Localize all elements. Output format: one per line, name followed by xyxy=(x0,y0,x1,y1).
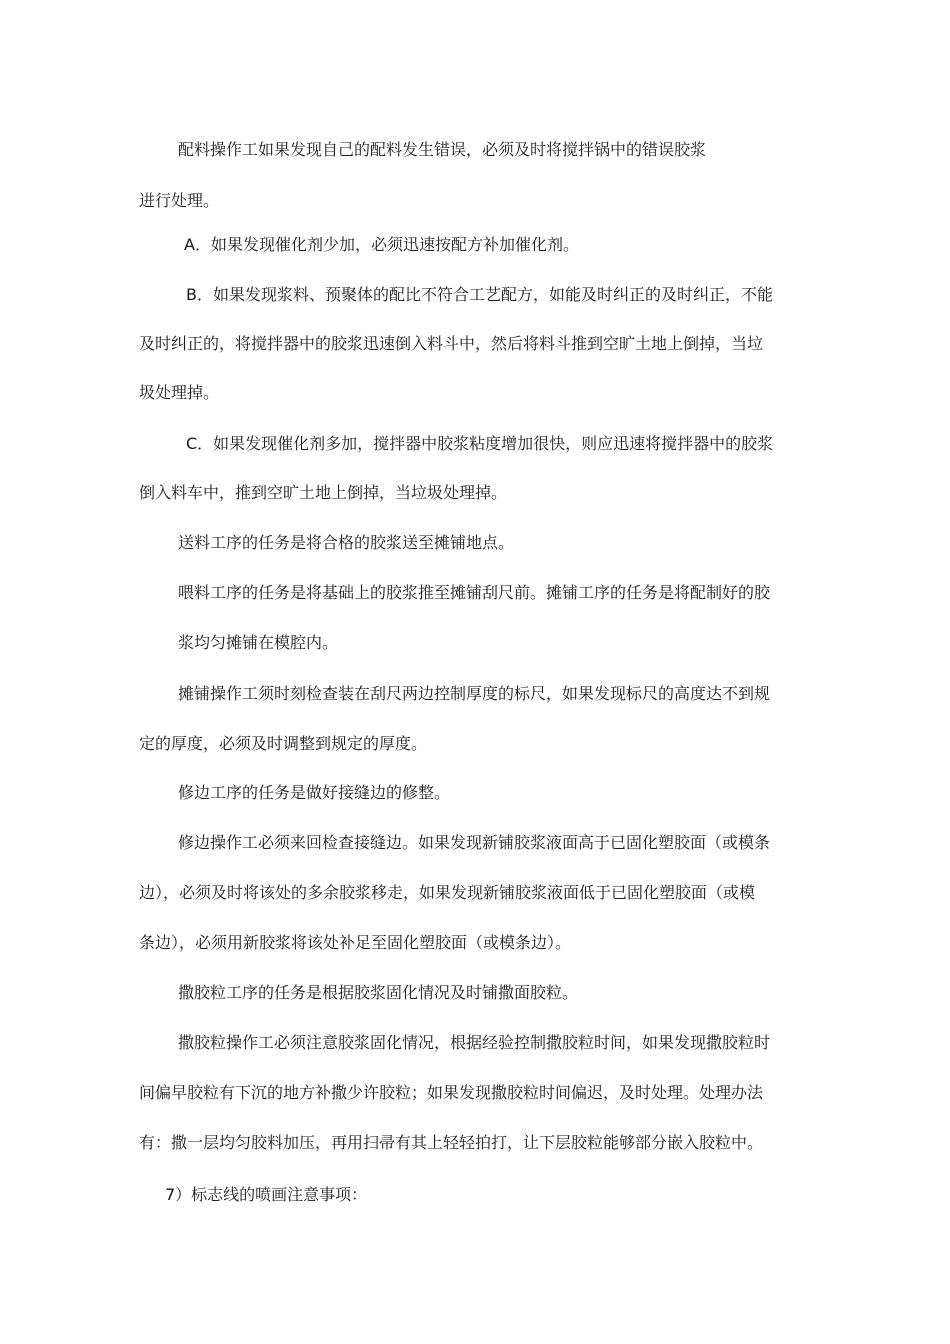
paragraph-trim-op-line-1: 修边操作工必须来回检查接缝边。如果发现新铺胶浆液面高于已固化塑胶面（或模条 xyxy=(178,833,771,852)
section-heading-7: 7）标志线的喷画注意事项： xyxy=(165,1185,368,1204)
paragraph-c-line-2: 倒入料车中，推到空旷土地上倒掉，当垃圾处理掉。 xyxy=(139,483,508,502)
paragraph-spread-line-1: 摊铺操作工须时刻检查装在刮尺两边控制厚度的标尺，如果发现标尺的高度达不到规 xyxy=(178,684,771,703)
paragraph-b-line-2: 及时纠正的，将搅拌器中的胶浆迅速倒入料斗中，然后将料斗推到空旷土地上倒掉，当垃 xyxy=(139,334,764,353)
paragraph-1-line-2: 进行处理。 xyxy=(139,191,220,210)
paragraph-spread-line-2: 定的厚度，必须及时调整到规定的厚度。 xyxy=(139,734,428,753)
paragraph-granule-op-line-2: 间偏早胶粒有下沉的地方补撒少许胶粒；如果发现撒胶粒时间偏迟，及时处理。处理办法 xyxy=(139,1083,764,1102)
paragraph-granule-line-1: 撒胶粒工序的任务是根据胶浆固化情况及时铺撒面胶粒。 xyxy=(178,983,579,1002)
paragraph-feed-line-2: 浆均匀摊铺在模腔内。 xyxy=(178,633,339,652)
paragraph-granule-op-line-3: 有：撒一层均匀胶料加压，再用扫帚有其上轻轻拍打，让下层胶粒能够部分嵌入胶粒中。 xyxy=(139,1133,764,1152)
paragraph-trim-op-line-2: 边），必须及时将该处的多余胶浆移走，如果发现新铺胶浆液面低于已固化塑胶面（或模 xyxy=(139,883,756,902)
paragraph-b-line-3: 圾处理掉。 xyxy=(139,383,220,402)
paragraph-c-line-1: C．如果发现催化剂多加，搅拌器中胶浆粘度增加很快，则应迅速将搅拌器中的胶浆 xyxy=(186,434,774,453)
paragraph-feed-line-1: 喂料工序的任务是将基础上的胶浆推至摊铺刮尺前。摊铺工序的任务是将配制好的胶 xyxy=(178,583,771,602)
paragraph-b-line-1: B．如果发现浆料、预聚体的配比不符合工艺配方，如能及时纠正的及时纠正，不能 xyxy=(186,285,773,304)
paragraph-trim-line-1: 修边工序的任务是做好接缝边的修整。 xyxy=(178,783,451,802)
paragraph-granule-op-line-1: 撒胶粒操作工必须注意胶浆固化情况，根据经验控制撒胶粒时间，如果发现撒胶粒时 xyxy=(178,1033,771,1052)
paragraph-send-line-1: 送料工序的任务是将合格的胶浆送至摊铺地点。 xyxy=(178,533,515,552)
paragraph-1-line-1: 配料操作工如果发现自己的配料发生错误，必须及时将搅拌锅中的错误胶浆 xyxy=(178,140,707,159)
paragraph-a-line-1: A．如果发现催化剂少加，必须迅速按配方补加催化剂。 xyxy=(184,235,579,254)
paragraph-trim-op-line-3: 条边），必须用新胶浆将该处补足至固化塑胶面（或模条边）。 xyxy=(139,933,572,952)
